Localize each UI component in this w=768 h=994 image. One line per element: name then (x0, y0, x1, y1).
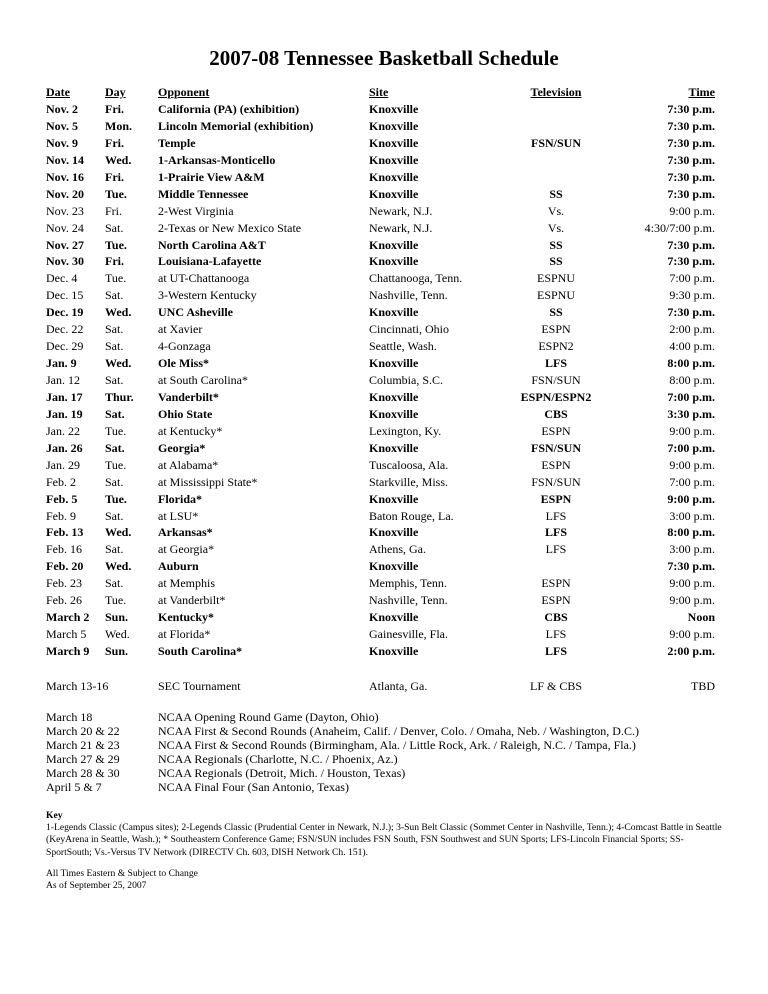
game-tv: SS (549, 254, 563, 269)
game-date: March 2 (46, 610, 90, 625)
game-time: 7:30 p.m. (667, 305, 715, 320)
game-opponent: 1-Arkansas-Monticello (158, 152, 276, 167)
game-tv: Vs. (547, 220, 565, 235)
game-site: Knoxville (369, 305, 419, 320)
game-tv: ESPNU (536, 288, 575, 303)
ncaa-date: March 21 & 23 (46, 738, 120, 753)
game-tv: ESPNU (536, 271, 575, 286)
game-opponent: at Florida* (158, 627, 211, 642)
game-day: Tue. (105, 457, 127, 472)
sec-tournament-row (0, 678, 768, 695)
tournament-event: SEC Tournament (158, 679, 241, 693)
game-site: Newark, N.J. (369, 203, 433, 218)
ncaa-event: NCAA First & Second Rounds (Birmingham, Ala. / Little Rock, Ark. / Raleigh, N.C. / Tampa, Fla.) (158, 738, 636, 753)
game-time: 7:30 p.m. (667, 152, 715, 167)
game-date: Jan. 26 (46, 440, 83, 455)
ncaa-date: March 18 (46, 710, 93, 724)
game-date: Feb. 16 (46, 542, 82, 557)
game-site: Knoxville (369, 102, 419, 116)
game-date: Dec. 4 (46, 271, 78, 286)
key-title: Key (46, 810, 63, 821)
game-date: Nov. 24 (46, 220, 84, 235)
game-day: Wed. (105, 559, 132, 574)
game-site: Knoxville (369, 169, 419, 184)
game-site: Seattle, Wash. (369, 339, 437, 354)
game-tv: ESPN (541, 576, 571, 591)
game-date: Feb. 2 (46, 474, 76, 489)
game-date: Jan. 19 (46, 406, 83, 421)
table-row (0, 338, 768, 355)
game-site: Knoxville (369, 406, 419, 421)
game-opponent: 3-Western Kentucky (158, 288, 257, 303)
table-row (0, 558, 768, 575)
game-day: Wed. (105, 305, 132, 320)
table-row (0, 389, 768, 406)
game-site: Knoxville (369, 186, 419, 201)
game-date: Feb. 13 (46, 525, 84, 540)
game-opponent: 2-Texas or New Mexico State (158, 220, 302, 235)
schedule-table (0, 101, 768, 660)
game-tv: SS (549, 305, 563, 320)
game-opponent: Arkansas* (158, 525, 213, 540)
game-time: 7:30 p.m. (667, 186, 715, 201)
game-opponent: at UT-Chattanooga (158, 271, 250, 286)
game-date: Jan. 9 (46, 356, 77, 371)
game-date: Nov. 5 (46, 118, 79, 133)
game-date: Dec. 19 (46, 305, 84, 320)
game-date: March 9 (46, 644, 90, 658)
table-row (0, 508, 768, 525)
game-time: 8:00 p.m. (667, 356, 715, 371)
game-tv: Vs. (547, 203, 565, 218)
header-date: Date (46, 85, 70, 99)
game-time: 9:00 p.m. (669, 576, 715, 591)
game-time: 7:30 p.m. (667, 118, 715, 133)
game-site: Tuscaloosa, Ala. (369, 457, 449, 472)
game-tv: ESPN (541, 457, 571, 472)
tournament-site: Atlanta, Ga. (369, 679, 428, 693)
game-day: Wed. (105, 356, 132, 371)
ncaa-row (0, 738, 768, 752)
table-row (0, 101, 768, 118)
ncaa-event: NCAA Regionals (Charlotte, N.C. / Phoenix, Az.) (158, 752, 398, 767)
game-site: Knoxville (369, 610, 419, 625)
game-day: Sat. (105, 474, 124, 489)
tournament-time: TBD (691, 679, 715, 693)
table-row (0, 152, 768, 169)
table-row (0, 287, 768, 304)
game-time: 8:00 p.m. (667, 525, 715, 540)
game-date: Feb. 26 (46, 593, 82, 608)
game-opponent: at LSU* (158, 508, 199, 523)
key-section (46, 810, 726, 859)
table-row (0, 135, 768, 152)
header-day: Day (105, 85, 126, 99)
game-time: 3:30 p.m. (667, 406, 715, 421)
game-date: Nov. 23 (46, 203, 84, 218)
game-time: 7:00 p.m. (669, 271, 715, 286)
game-day: Fri. (105, 169, 124, 184)
game-time: 9:00 p.m. (669, 627, 715, 642)
game-site: Knoxville (369, 118, 419, 133)
game-tv: SS (549, 186, 563, 201)
ncaa-row (0, 752, 768, 766)
game-day: Sat. (105, 576, 124, 591)
game-day: Sat. (105, 406, 125, 421)
game-day: Wed. (105, 152, 132, 167)
table-row (0, 524, 768, 541)
game-tv: SS (549, 237, 563, 252)
header-site: Site (369, 85, 389, 99)
table-row (0, 575, 768, 592)
game-day: Tue. (105, 237, 127, 252)
header-opponent: Opponent (158, 85, 210, 99)
game-time: 7:30 p.m. (667, 102, 715, 116)
game-time: 4:00 p.m. (669, 339, 715, 354)
game-opponent: at Kentucky* (158, 423, 223, 438)
game-time: 2:00 p.m. (669, 322, 715, 337)
game-site: Knoxville (369, 389, 419, 404)
game-day: Tue. (105, 491, 127, 506)
game-day: Fri. (105, 254, 124, 269)
game-tv: LFS (545, 627, 567, 642)
ncaa-event: NCAA Regionals (Detroit, Mich. / Houston, Texas) (158, 766, 406, 781)
game-opponent: Louisiana-Lafayette (158, 254, 262, 269)
game-opponent: Lincoln Memorial (exhibition) (158, 118, 314, 133)
game-time: 7:00 p.m. (669, 474, 715, 489)
game-opponent: 4-Gonzaga (158, 339, 211, 354)
game-site: Knoxville (369, 525, 419, 540)
game-tv: FSN/SUN (530, 440, 581, 455)
game-site: Knoxville (369, 356, 419, 371)
game-tv: LFS (545, 542, 567, 557)
footer (46, 868, 198, 891)
game-site: Knoxville (369, 440, 419, 455)
game-day: Sat. (105, 373, 124, 387)
game-time: 7:30 p.m. (667, 559, 715, 574)
footer-line-1: All Times Eastern & Subject to Change (46, 868, 198, 879)
game-tv: ESPN/ESPN2 (520, 389, 592, 404)
table-row (0, 237, 768, 254)
table-row (0, 474, 768, 491)
footer-line-2: As of September 25, 2007 (46, 879, 147, 891)
game-opponent: Georgia* (158, 440, 206, 455)
ncaa-row (0, 766, 768, 780)
game-time: 3:00 p.m. (669, 508, 715, 523)
game-site: Memphis, Tenn. (369, 576, 447, 591)
game-day: Sat. (105, 220, 124, 235)
game-site: Gainesville, Fla. (369, 627, 448, 642)
ncaa-event: NCAA First & Second Rounds (Anaheim, Calif. / Denver, Colo. / Omaha, Neb. / Washington, D.C.) (158, 724, 639, 739)
game-time: 9:00 p.m. (669, 423, 715, 438)
game-date: Dec. 29 (46, 339, 84, 354)
game-opponent: UNC Asheville (158, 305, 233, 320)
game-day: Sat. (105, 542, 124, 557)
game-time: Noon (687, 610, 715, 625)
game-opponent: Florida* (158, 491, 202, 506)
game-site: Chattanooga, Tenn. (369, 271, 463, 286)
header-time: Time (688, 85, 715, 99)
table-row (0, 118, 768, 135)
table-row (0, 355, 768, 372)
game-day: Fri. (105, 102, 124, 116)
game-date: Nov. 2 (46, 102, 79, 116)
game-date: March 5 (46, 627, 87, 642)
game-date: Nov. 16 (46, 169, 85, 184)
table-row (0, 440, 768, 457)
game-opponent: Ole Miss* (158, 356, 209, 371)
game-opponent: Ohio State (158, 406, 213, 421)
game-opponent: 2-West Virginia (158, 203, 234, 218)
game-time: 9:30 p.m. (669, 288, 715, 303)
game-day: Thur. (105, 389, 134, 404)
game-day: Tue. (105, 186, 127, 201)
game-site: Knoxville (369, 254, 419, 269)
game-date: Feb. 5 (46, 491, 78, 506)
ncaa-date: March 27 & 29 (46, 752, 120, 767)
game-date: Dec. 15 (46, 288, 84, 303)
ncaa-date: March 28 & 30 (46, 766, 120, 781)
game-tv: CBS (544, 610, 568, 625)
page-title: 2007-08 Tennessee Basketball Schedule (209, 46, 559, 70)
game-date: Jan. 29 (46, 457, 80, 472)
game-opponent: Kentucky* (158, 610, 215, 625)
ncaa-date: April 5 & 7 (46, 780, 102, 795)
game-opponent: at Georgia* (158, 542, 215, 557)
game-tv: LFS (544, 644, 567, 658)
table-row (0, 609, 768, 626)
game-date: Jan. 22 (46, 423, 80, 438)
game-tv: ESPN (541, 423, 571, 438)
game-tv: CBS (544, 406, 568, 421)
game-date: Jan. 17 (46, 389, 83, 404)
game-tv: LFS (545, 508, 567, 523)
game-opponent: at Alabama* (158, 457, 219, 472)
game-day: Sun. (105, 644, 129, 658)
game-opponent: at Xavier (158, 322, 203, 337)
game-tv: LFS (544, 525, 567, 540)
game-time: 7:00 p.m. (667, 440, 715, 455)
game-day: Tue. (105, 423, 127, 438)
game-opponent: North Carolina A&T (158, 237, 266, 252)
ncaa-event: NCAA Opening Round Game (Dayton, Ohio) (158, 710, 379, 724)
game-site: Knoxville (369, 559, 419, 574)
game-site: Knoxville (369, 644, 419, 658)
game-date: Dec. 22 (46, 322, 84, 337)
game-date: Nov. 9 (46, 135, 79, 150)
game-time: 7:30 p.m. (667, 237, 715, 252)
game-time: 9:00 p.m. (669, 593, 715, 608)
game-tv: FSN/SUN (531, 373, 581, 387)
table-row (0, 321, 768, 338)
table-row (0, 203, 768, 220)
table-row (0, 304, 768, 321)
game-day: Mon. (105, 118, 132, 133)
game-opponent: 1-Prairie View A&M (158, 169, 265, 184)
game-day: Sat. (105, 322, 124, 337)
game-date: Feb. 20 (46, 559, 84, 574)
game-site: Cincinnati, Ohio (369, 322, 449, 337)
ncaa-event: NCAA Final Four (San Antonio, Texas) (158, 780, 349, 795)
game-date: Nov. 30 (46, 254, 85, 269)
game-time: 8:00 p.m. (669, 373, 715, 387)
game-day: Wed. (105, 627, 130, 642)
game-tv: LFS (544, 356, 567, 371)
table-row (0, 541, 768, 558)
table-row (0, 643, 768, 660)
game-day: Sun. (105, 610, 129, 625)
game-day: Sat. (105, 339, 124, 354)
game-opponent: California (PA) (exhibition) (158, 102, 300, 116)
game-time: 7:30 p.m. (667, 254, 715, 269)
game-site: Knoxville (369, 135, 419, 150)
game-date: Jan. 12 (46, 373, 80, 387)
game-site: Baton Rouge, La. (369, 508, 454, 523)
game-site: Starkville, Miss. (369, 474, 449, 489)
game-tv: ESPN (540, 491, 572, 506)
game-site: Nashville, Tenn. (369, 288, 448, 303)
game-day: Fri. (105, 135, 124, 150)
ncaa-row (0, 724, 768, 738)
ncaa-date: March 20 & 22 (46, 724, 120, 739)
game-day: Sat. (105, 440, 125, 455)
table-row (0, 491, 768, 508)
table-row (0, 457, 768, 474)
game-site: Columbia, S.C. (369, 373, 444, 387)
game-date: Nov. 14 (46, 152, 85, 167)
game-day: Tue. (105, 593, 127, 608)
game-opponent: Auburn (158, 559, 199, 574)
game-site: Nashville, Tenn. (369, 593, 448, 608)
game-time: 9:00 p.m. (669, 457, 715, 472)
table-row (0, 169, 768, 186)
game-time: 7:30 p.m. (667, 169, 715, 184)
table-row (0, 406, 768, 423)
game-day: Sat. (105, 508, 124, 523)
table-header (0, 85, 768, 101)
game-time: 3:00 p.m. (669, 542, 715, 557)
table-row (0, 372, 768, 389)
key-text: 1-Legends Classic (Campus sites); 2-Legends Classic (Prudential Center in Newark, N.J.); 3-Sun Belt Classic (Sommet Center in Nashville, Tenn.); 4-Comcast Battle in Seattle (KeyArena in Seattle, Wash.); * Southeastern Conference Game; FSN/SUN includes FSN South, FSN Southwest and SUN Sports; LFS-Lincoln Financial Sports; SS-SportSouth; Vs.-Versus TV Network (DIRECTV Ch. 603, DISH Network Ch. 151). (46, 822, 722, 858)
game-day: Sat. (105, 288, 124, 303)
game-opponent: Middle Tennessee (158, 186, 249, 201)
game-time: 9:00 p.m. (667, 491, 715, 506)
ncaa-row (0, 780, 768, 794)
header-television: Television (530, 85, 582, 99)
game-time: 9:00 p.m. (669, 203, 715, 218)
game-site: Newark, N.J. (369, 220, 433, 235)
game-time: 4:30/7:00 p.m. (644, 220, 715, 235)
game-date: Feb. 9 (46, 508, 76, 523)
table-row (0, 626, 768, 643)
game-date: Nov. 27 (46, 237, 85, 252)
table-row (0, 220, 768, 237)
game-opponent: at Memphis (158, 576, 215, 591)
game-site: Athens, Ga. (369, 542, 426, 557)
game-opponent: South Carolina* (158, 644, 243, 658)
game-tv: FSN/SUN (530, 135, 581, 150)
game-tv: ESPN (541, 593, 571, 608)
table-row (0, 253, 768, 270)
game-date: Nov. 20 (46, 186, 85, 201)
ncaa-row (0, 710, 768, 724)
game-site: Lexington, Ky. (369, 423, 442, 438)
game-opponent: Vanderbilt* (158, 389, 219, 404)
game-site: Knoxville (369, 152, 419, 167)
game-date: Feb. 23 (46, 576, 82, 591)
game-day: Fri. (105, 203, 123, 218)
game-tv: ESPN (541, 322, 571, 337)
game-time: 7:30 p.m. (667, 135, 715, 150)
game-opponent: at Vanderbilt* (158, 593, 226, 608)
game-opponent: Temple (158, 135, 196, 150)
game-tv: ESPN2 (538, 339, 574, 354)
ncaa-schedule (0, 710, 768, 795)
table-row (0, 423, 768, 440)
game-day: Wed. (105, 525, 132, 540)
game-site: Knoxville (369, 237, 419, 252)
game-site: Knoxville (369, 491, 419, 506)
game-time: 2:00 p.m. (667, 644, 715, 658)
table-row (0, 592, 768, 609)
game-day: Tue. (105, 271, 127, 286)
tournament-tv: LF & CBS (529, 679, 583, 693)
tournament-date: March 13-16 (46, 679, 109, 693)
game-opponent: at Mississippi State* (158, 474, 258, 489)
game-tv: FSN/SUN (531, 474, 581, 489)
table-row (0, 186, 768, 203)
table-row (0, 270, 768, 287)
game-time: 7:00 p.m. (667, 389, 715, 404)
game-opponent: at South Carolina* (158, 373, 248, 387)
